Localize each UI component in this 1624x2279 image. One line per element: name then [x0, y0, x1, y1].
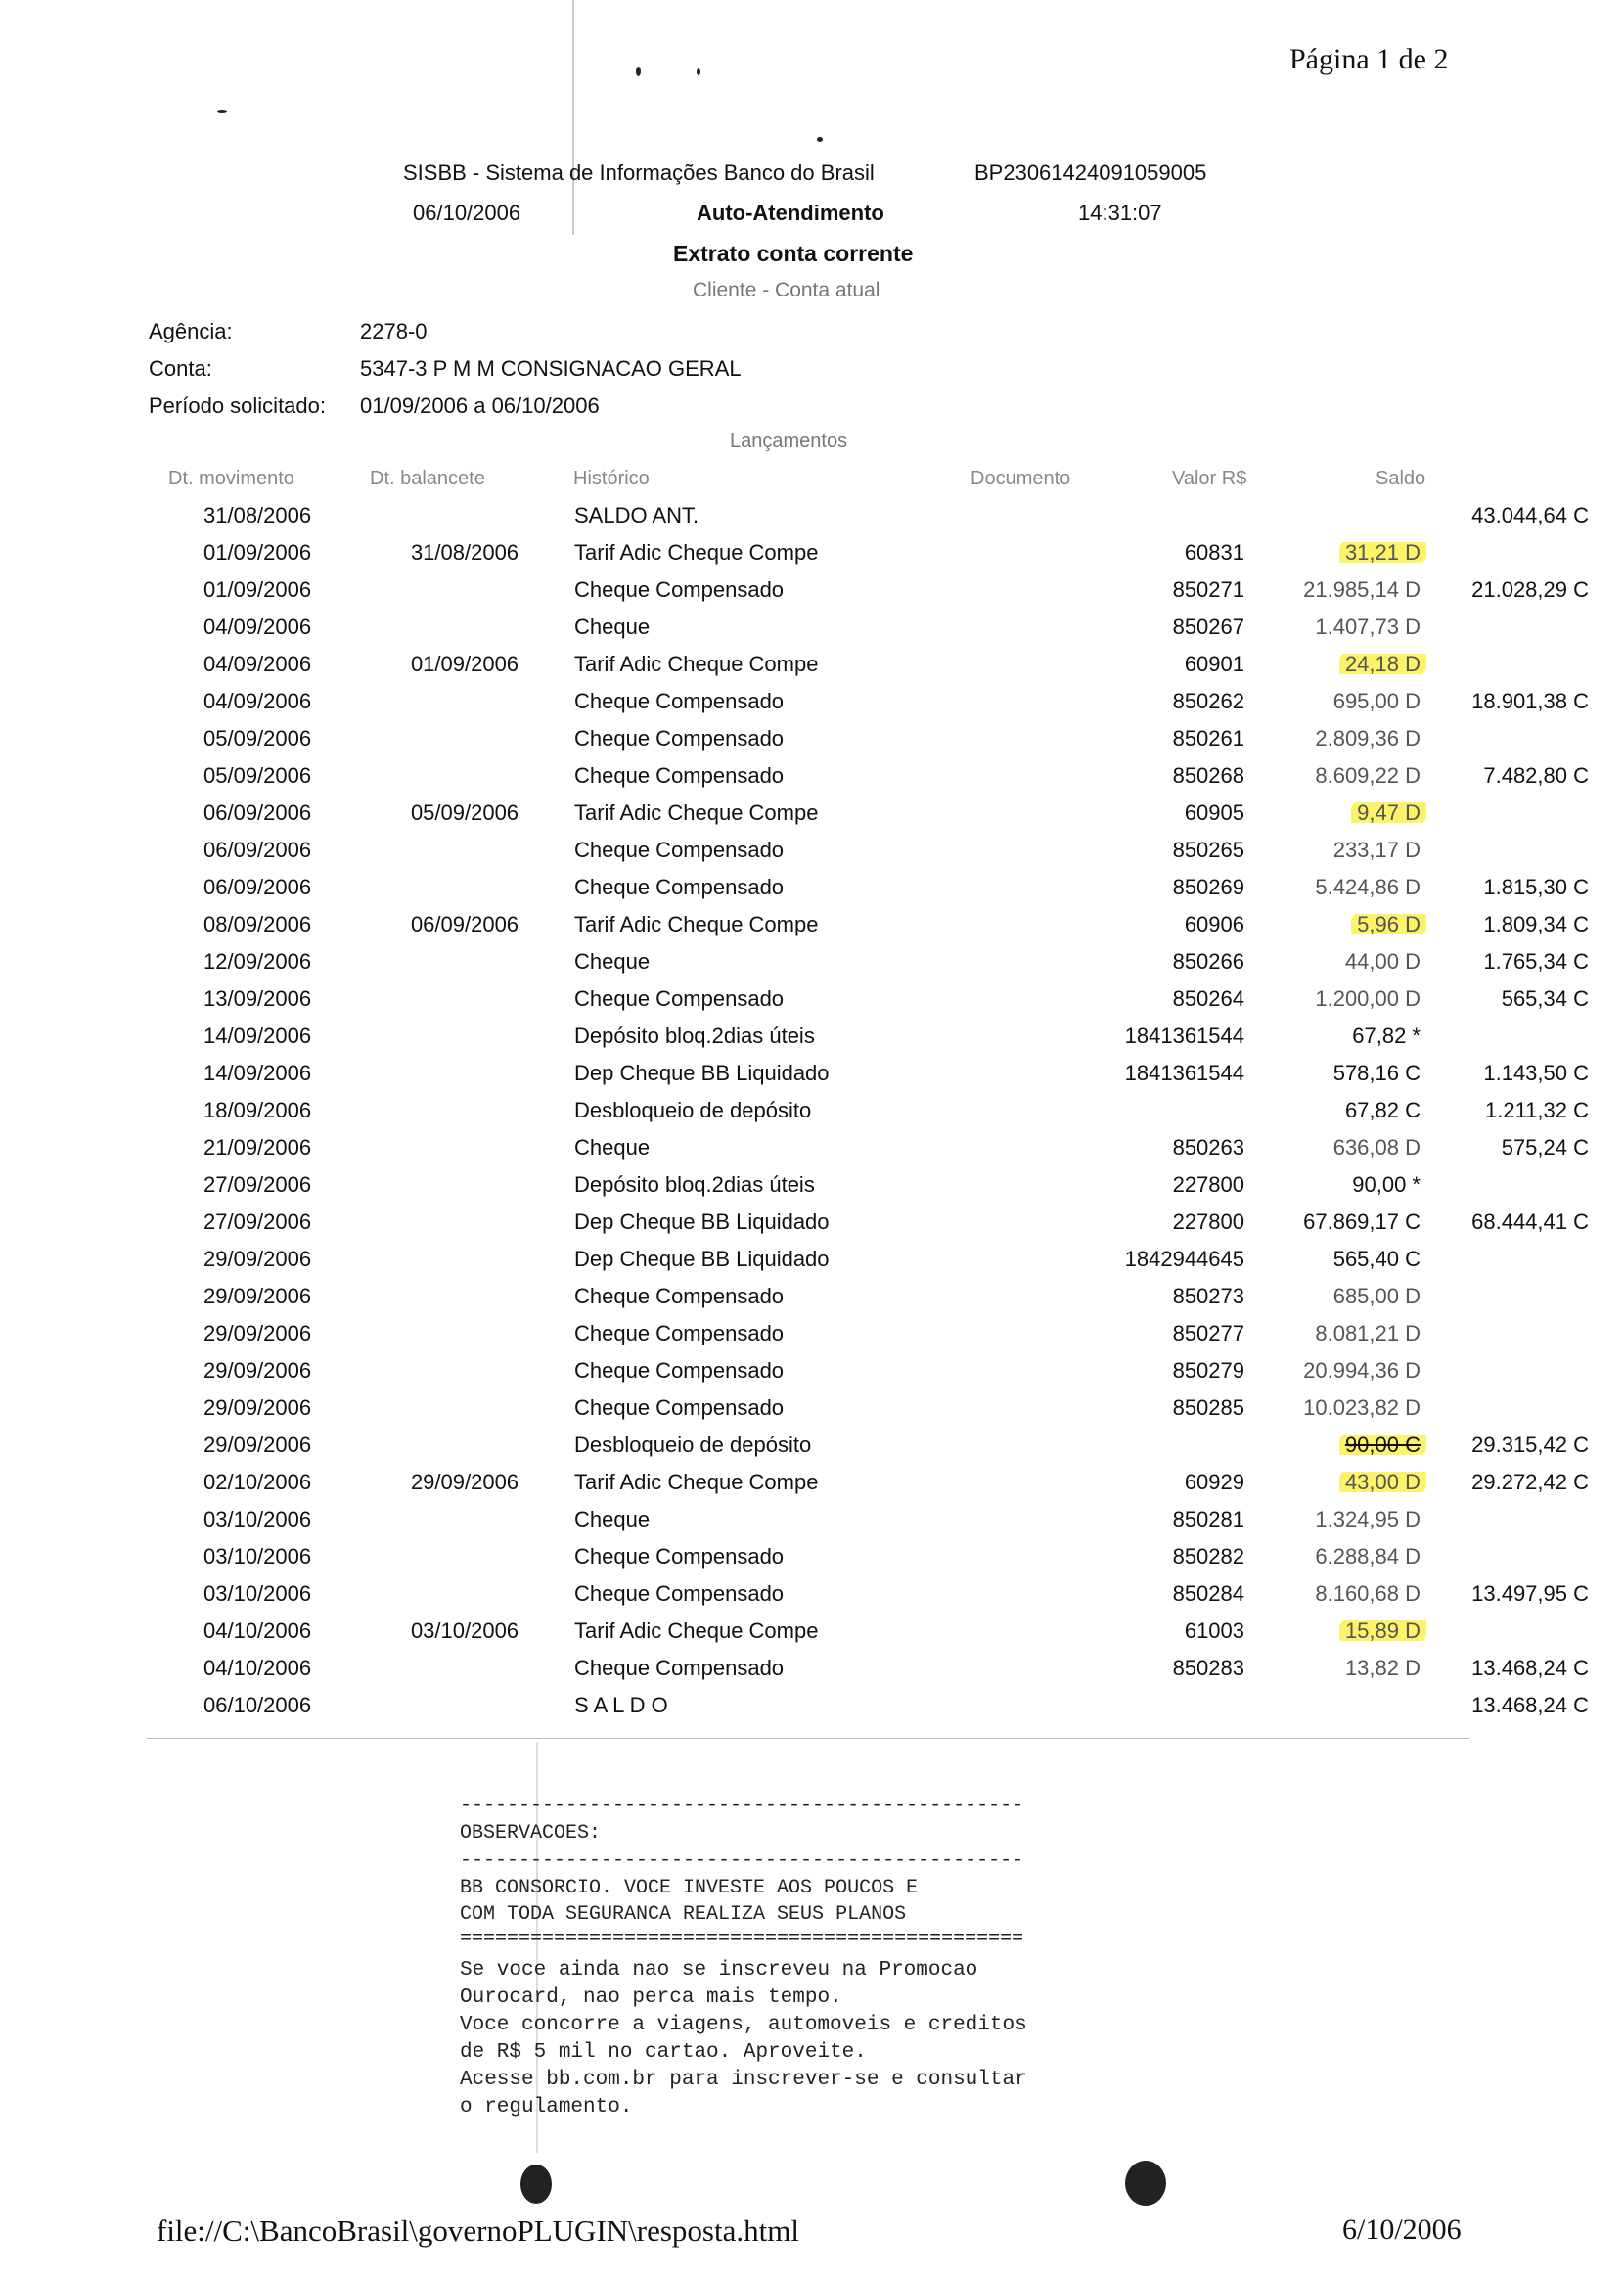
col-header-historico: Histórico — [573, 468, 650, 489]
cell-valor — [1135, 726, 1421, 752]
cell-dt-movimento: 12/09/2006 — [203, 949, 312, 974]
conta-value: 5347-3 P M M CONSIGNACAO GERAL — [360, 356, 742, 381]
value-text: 67.869,17 C — [1303, 1209, 1421, 1234]
cell-saldo: 13.468,24 C — [1471, 1656, 1589, 1680]
cell-dt-movimento: 27/09/2006 — [203, 1172, 312, 1197]
cell-dt-movimento: 05/09/2006 — [203, 763, 312, 788]
obs-line: Se voce ainda nao se inscreveu na Promocao — [460, 1959, 978, 1982]
value-text: 695,00 D — [1332, 689, 1421, 713]
value-text: 685,00 D — [1332, 1284, 1421, 1308]
header-date: 06/10/2006 — [413, 201, 521, 225]
cell-dt-movimento: 02/10/2006 — [203, 1470, 312, 1494]
cell-saldo: 68.444,41 C — [1471, 1209, 1589, 1234]
cell-historico: Cheque Compensado — [574, 577, 785, 602]
cell-valor — [1135, 838, 1421, 863]
cell-historico: Tarif Adic Cheque Compe — [574, 540, 819, 565]
cell-dt-movimento: 18/09/2006 — [203, 1098, 312, 1122]
cell-saldo: 1.765,34 C — [1483, 949, 1589, 974]
cell-saldo: 13.468,24 C — [1471, 1693, 1589, 1717]
col-header-documento: Documento — [970, 468, 1071, 489]
cell-valor — [1135, 652, 1421, 677]
cell-historico: Dep Cheque BB Liquidado — [574, 1061, 830, 1085]
cell-saldo: 29.272,42 C — [1471, 1470, 1589, 1494]
cell-dt-movimento: 04/09/2006 — [203, 689, 312, 713]
highlighted-value: 5,96 D — [1351, 912, 1426, 936]
cell-dt-balancete: 06/09/2006 — [410, 912, 519, 936]
scan-speck — [697, 68, 700, 75]
table-divider — [147, 1738, 1469, 1739]
cell-dt-movimento: 04/09/2006 — [203, 615, 312, 639]
obs-line: o regulamento. — [460, 2096, 633, 2119]
statement-title: Extrato conta corrente — [673, 241, 914, 266]
col-header-dt-movimento: Dt. movimento — [168, 468, 294, 489]
value-text: 233,17 D — [1332, 838, 1421, 862]
cell-dt-balancete: 31/08/2006 — [410, 540, 519, 565]
cell-saldo: 18.901,38 C — [1471, 689, 1589, 713]
cell-documento: 61003 — [1184, 1618, 1244, 1643]
value-text: 10.023,82 D — [1303, 1395, 1421, 1420]
cell-documento: 850269 — [1172, 875, 1244, 899]
periodo-label: Período solicitado: — [149, 393, 326, 418]
cell-dt-movimento: 14/09/2006 — [203, 1061, 312, 1085]
cell-documento: 850262 — [1172, 689, 1244, 713]
cell-historico: Cheque Compensado — [574, 1544, 785, 1569]
obs-line: BB CONSORCIO. VOCE INVESTE AOS POUCOS E — [460, 1877, 919, 1899]
cell-historico: SALDO ANT. — [574, 503, 699, 527]
footer-path: file://C:\BancoBrasil\governoPLUGIN\resposta.html — [157, 2213, 799, 2248]
cell-historico: Cheque — [574, 949, 651, 974]
cell-dt-balancete: 29/09/2006 — [410, 1470, 519, 1494]
cell-dt-movimento: 05/09/2006 — [203, 726, 312, 751]
cell-dt-movimento: 04/09/2006 — [203, 652, 312, 676]
cell-saldo: 7.482,80 C — [1483, 763, 1589, 788]
value-text: 20.994,36 D — [1303, 1358, 1421, 1383]
cell-valor — [1135, 1507, 1421, 1532]
cell-dt-movimento: 04/10/2006 — [203, 1656, 312, 1680]
cell-saldo: 1.211,32 C — [1484, 1098, 1589, 1122]
cell-documento: 850271 — [1172, 577, 1244, 602]
cell-documento: 850282 — [1172, 1544, 1244, 1569]
cell-documento: 850283 — [1172, 1656, 1244, 1680]
header-time: 14:31:07 — [1078, 201, 1162, 225]
cell-documento: 850264 — [1172, 986, 1244, 1011]
value-text: 5.424,86 D — [1315, 875, 1421, 899]
cell-historico: Cheque Compensado — [574, 1656, 785, 1680]
cell-historico: Cheque Compensado — [574, 1358, 785, 1383]
cell-valor — [1135, 1284, 1421, 1309]
obs-line: Voce concorre a viagens, automoveis e creditos — [460, 2014, 1027, 2036]
cell-historico: Tarif Adic Cheque Compe — [574, 800, 819, 825]
system-name: SISBB - Sistema de Informações Banco do Brasil — [403, 160, 875, 185]
col-header-valor: Valor R$ — [1172, 468, 1247, 489]
cell-dt-movimento: 03/10/2006 — [203, 1581, 312, 1606]
cell-historico: Cheque — [574, 1507, 651, 1531]
obs-eq-line: ================================================ — [460, 1928, 1024, 1950]
cell-dt-movimento: 29/09/2006 — [203, 1284, 312, 1308]
cell-historico: Cheque Compensado — [574, 689, 785, 713]
obs-line: Ourocard, nao perca mais tempo. — [460, 1986, 842, 2009]
cell-saldo: 1.809,34 C — [1483, 912, 1589, 936]
cell-dt-movimento: 08/09/2006 — [203, 912, 312, 936]
obs-dash-line: ------------------------------------------------ — [460, 1795, 1024, 1817]
value-text: 90,00 * — [1352, 1172, 1421, 1197]
service-name: Auto-Atendimento — [697, 201, 884, 225]
col-header-dt-balancete: Dt. balancete — [370, 468, 485, 489]
scan-speck — [217, 110, 227, 113]
cell-dt-balancete: 01/09/2006 — [410, 652, 519, 676]
cell-saldo: 29.315,42 C — [1471, 1433, 1589, 1457]
cell-dt-movimento: 01/09/2006 — [203, 577, 312, 602]
value-text: 1.407,73 D — [1315, 615, 1421, 639]
cell-valor — [1135, 1618, 1421, 1644]
cell-valor — [1135, 800, 1421, 826]
cell-saldo: 1.815,30 C — [1483, 875, 1589, 899]
cell-dt-movimento: 04/10/2006 — [203, 1618, 312, 1643]
cell-dt-movimento: 27/09/2006 — [203, 1209, 312, 1234]
cell-valor — [1135, 1358, 1421, 1384]
agencia-value: 2278-0 — [360, 319, 428, 343]
cell-historico: Cheque Compensado — [574, 726, 785, 751]
highlighted-value: 31,21 D — [1339, 540, 1426, 565]
cell-dt-movimento: 29/09/2006 — [203, 1321, 312, 1345]
cell-dt-movimento: 06/09/2006 — [203, 838, 312, 862]
cell-documento: 1842944645 — [1124, 1247, 1244, 1271]
cell-dt-movimento: 29/09/2006 — [203, 1395, 312, 1420]
cell-dt-movimento: 29/09/2006 — [203, 1247, 312, 1271]
cell-valor — [1135, 1247, 1421, 1272]
cell-historico: Cheque Compensado — [574, 1284, 785, 1308]
scan-speck — [817, 137, 823, 142]
cell-documento: 60906 — [1184, 912, 1244, 936]
cell-historico: Tarif Adic Cheque Compe — [574, 1618, 819, 1643]
conta-label: Conta: — [149, 356, 212, 381]
value-text: 2.809,36 D — [1315, 726, 1421, 751]
cell-valor — [1135, 1544, 1421, 1570]
cell-documento: 850268 — [1172, 763, 1244, 788]
highlighted-value: 43,00 D — [1339, 1470, 1426, 1494]
scan-artifact-line — [572, 0, 574, 235]
cell-documento: 850267 — [1172, 615, 1244, 639]
cell-documento: 850263 — [1172, 1135, 1244, 1160]
cell-dt-movimento: 01/09/2006 — [203, 540, 312, 565]
cell-historico: Tarif Adic Cheque Compe — [574, 912, 819, 936]
cell-historico: Cheque Compensado — [574, 875, 785, 899]
value-text: 636,08 D — [1332, 1135, 1421, 1160]
highlighted-value: 24,18 D — [1339, 652, 1426, 676]
cell-historico: Desbloqueio de depósito — [574, 1433, 812, 1457]
scan-speck — [636, 67, 641, 76]
value-text: 6.288,84 D — [1315, 1544, 1421, 1569]
cell-documento: 60901 — [1184, 652, 1244, 676]
cell-documento: 60929 — [1184, 1470, 1244, 1494]
cell-historico: Depósito bloq.2dias úteis — [574, 1172, 815, 1197]
cell-documento: 850266 — [1172, 949, 1244, 974]
cell-valor — [1135, 540, 1421, 566]
cell-documento: 850281 — [1172, 1507, 1244, 1531]
cell-valor — [1135, 1172, 1421, 1198]
obs-line: COM TODA SEGURANCA REALIZA SEUS PLANOS — [460, 1903, 907, 1926]
document-code: BP23061424091059005 — [974, 160, 1207, 185]
obs-title: OBSERVACOES: — [460, 1822, 602, 1845]
cell-valor — [1135, 1395, 1421, 1421]
obs-line: Acesse bb.com.br para inscrever-se e consultar — [460, 2069, 1027, 2091]
cell-dt-movimento: 29/09/2006 — [203, 1358, 312, 1383]
cell-saldo: 565,34 C — [1501, 986, 1589, 1011]
cell-historico: Cheque — [574, 1135, 651, 1160]
cell-documento: 850273 — [1172, 1284, 1244, 1308]
cell-documento: 227800 — [1172, 1209, 1244, 1234]
cell-historico: Tarif Adic Cheque Compe — [574, 652, 819, 676]
section-title: Lançamentos — [730, 431, 848, 452]
cell-dt-balancete: 05/09/2006 — [410, 800, 519, 825]
cell-documento: 60831 — [1184, 540, 1244, 565]
cell-historico: Cheque Compensado — [574, 1321, 785, 1345]
cell-dt-movimento: 06/09/2006 — [203, 800, 312, 825]
page-label: Página 1 de 2 — [1289, 43, 1449, 75]
cell-documento: 850285 — [1172, 1395, 1244, 1420]
cell-historico: Cheque Compensado — [574, 838, 785, 862]
highlighted-value: 90,00 C — [1339, 1433, 1426, 1457]
cell-documento: 850279 — [1172, 1358, 1244, 1383]
value-text: 44,00 D — [1344, 949, 1421, 974]
cell-valor — [1135, 1024, 1421, 1049]
cell-documento: 850261 — [1172, 726, 1244, 751]
cell-historico: Cheque Compensado — [574, 986, 785, 1011]
cell-historico: Dep Cheque BB Liquidado — [574, 1247, 830, 1271]
value-text: 1.324,95 D — [1315, 1507, 1421, 1531]
cell-documento: 850265 — [1172, 838, 1244, 862]
obs-dash-line: ------------------------------------------------ — [460, 1849, 1024, 1872]
cell-documento: 1841361544 — [1124, 1061, 1244, 1085]
periodo-value: 01/09/2006 a 06/10/2006 — [360, 393, 600, 418]
value-text: 578,16 C — [1332, 1061, 1421, 1085]
value-text: 8.160,68 D — [1315, 1581, 1421, 1606]
cell-historico: Depósito bloq.2dias úteis — [574, 1024, 815, 1048]
cell-dt-movimento: 06/09/2006 — [203, 875, 312, 899]
cell-historico: Tarif Adic Cheque Compe — [574, 1470, 819, 1494]
cell-historico: Cheque Compensado — [574, 1395, 785, 1420]
col-header-saldo: Saldo — [1376, 468, 1426, 489]
punch-hole — [520, 2165, 552, 2204]
obs-line: de R$ 5 mil no cartao. Aproveite. — [460, 2041, 867, 2064]
cell-saldo: 21.028,29 C — [1471, 577, 1589, 602]
cell-historico: Dep Cheque BB Liquidado — [574, 1209, 830, 1234]
agencia-label: Agência: — [149, 319, 233, 343]
cell-saldo: 43.044,64 C — [1471, 503, 1589, 527]
punch-hole — [1125, 2161, 1166, 2206]
cell-valor — [1135, 1321, 1421, 1346]
value-text: 13,82 D — [1344, 1656, 1421, 1680]
cell-documento: 1841361544 — [1124, 1024, 1244, 1048]
cell-dt-movimento: 29/09/2006 — [203, 1433, 312, 1457]
value-text: 67,82 C — [1344, 1098, 1421, 1122]
cell-dt-movimento: 06/10/2006 — [203, 1693, 312, 1717]
cell-dt-movimento: 31/08/2006 — [203, 503, 312, 527]
cell-historico: S A L D O — [574, 1693, 668, 1717]
cell-dt-movimento: 03/10/2006 — [203, 1507, 312, 1531]
footer-date: 6/10/2006 — [1342, 2213, 1462, 2246]
cell-dt-movimento: 21/09/2006 — [203, 1135, 312, 1160]
value-text: 8.081,21 D — [1315, 1321, 1421, 1345]
cell-dt-movimento: 14/09/2006 — [203, 1024, 312, 1048]
cell-dt-movimento: 13/09/2006 — [203, 986, 312, 1011]
cell-historico: Cheque Compensado — [574, 1581, 785, 1606]
value-text: 1.200,00 D — [1315, 986, 1421, 1011]
highlighted-value: 9,47 D — [1351, 800, 1426, 825]
cell-documento: 850277 — [1172, 1321, 1244, 1345]
cell-documento: 60905 — [1184, 800, 1244, 825]
value-text: 565,40 C — [1332, 1247, 1421, 1271]
value-text: 8.609,22 D — [1315, 763, 1421, 788]
cell-saldo: 575,24 C — [1501, 1135, 1589, 1160]
cell-historico: Desbloqueio de depósito — [574, 1098, 812, 1122]
cell-historico: Cheque — [574, 615, 651, 639]
cell-saldo: 1.143,50 C — [1483, 1061, 1589, 1085]
cell-documento: 850284 — [1172, 1581, 1244, 1606]
cell-dt-balancete: 03/10/2006 — [410, 1618, 519, 1643]
value-text: 21.985,14 D — [1303, 577, 1421, 602]
value-text: 67,82 * — [1352, 1024, 1421, 1048]
statement-subtitle: Cliente - Conta atual — [693, 279, 880, 301]
cell-dt-movimento: 03/10/2006 — [203, 1544, 312, 1569]
cell-saldo: 13.497,95 C — [1471, 1581, 1589, 1606]
cell-valor — [1135, 615, 1421, 640]
highlighted-value: 15,89 D — [1339, 1618, 1426, 1643]
cell-documento: 227800 — [1172, 1172, 1244, 1197]
cell-historico: Cheque Compensado — [574, 763, 785, 788]
